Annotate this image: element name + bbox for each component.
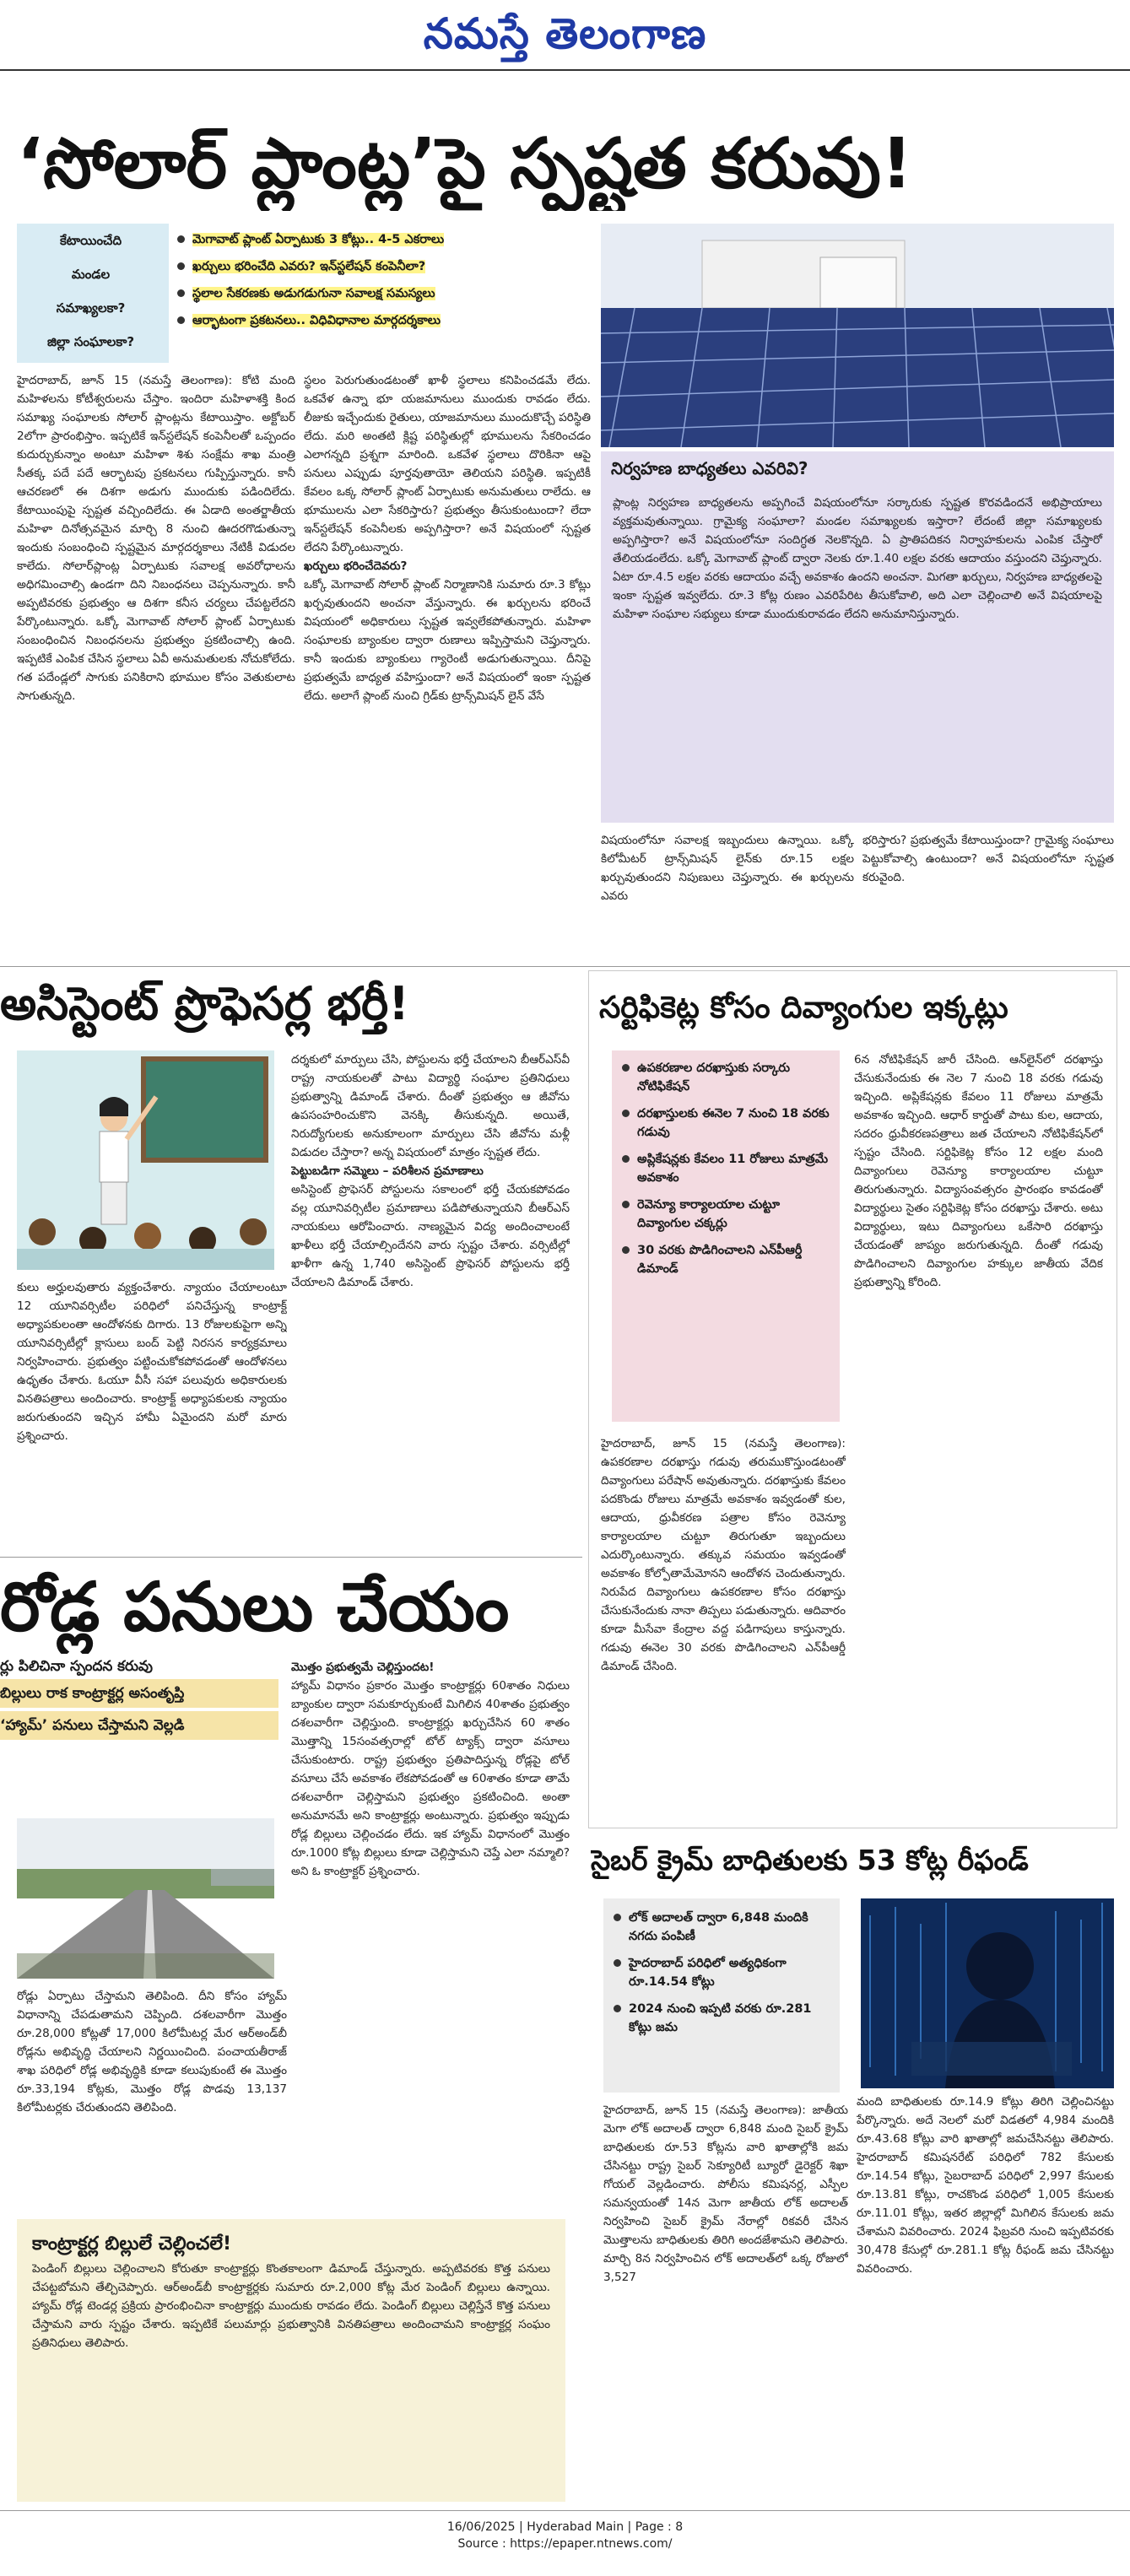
assistant-col2-text: దర్శకులో మార్పులు చేసి, పోస్టులను భర్తీ చేయాలని బీఆర్ఎస్‌వీ రాష్ట్ర నాయకులతో పాటు విద్యార్థి సంఘాల ప్రతినిధులు ప్రభుత్వాన్ని డిమాండ్ చేశారు. దీంతో ప్రభుత్వం ఆ జీవోను ఉపసంహరించుకొని వెనక్కి తీసుకున్నది. అయితే, నిరుద్యోగులకు అనుకూలంగా మార్పులు చేసి జీవోను మళ్లీ విడుదల చేస్తారా? అన్న విషయంలో మాత్రం స్పష్టత లేదు.	[291, 1053, 570, 1159]
solar-col1-text: హైదరాబాద్, జూన్ 15 (నమస్తే తెలంగాణ): కోటి మంది మహిళలను కోటీశ్వరులను చేస్తాం. ఇందిరా మహిళాశక్తి కింద సమాఖ్య సంఘాలకు సోలార్ ప్లాంట్లను కేటాయిస్తాం. అక్టోబర్ 2లోగా ప్రారంభిస్తాం. ఇప్పటికే ఇన్‌స్టలేషన్ కంపెనీలతో ఒప్పందం కుదుర్చుకున్నాం అంటూ మహిళా శిశు సంక్షేమ శాఖ మంత్రి సీతక్క పదే పదే ఆర్భాటపు ప్రకటనలు గుప్పిస్తున్నారు. కానీ ఆచరణలో ఈ దిశగా అడుగు ముందుకు పడిందిలేదు. కేటాయింపుపై స్పష్టత వచ్చిందిలేదు. ఈ ఏడాది అంతర్జాతీయ మహిళా దినోత్సవమైన మార్చి 8 నుంచి ఊదరగొడుతున్నా ఇందుకు సంబంధించి స్పష్టమైన మార్గదర్శకాలు నేటికీ విడుదల కాలేదు. సోలార్‌ప్లాంట్ల ఏర్పాటుకు సవాలక్ష అవరోధాలను అధిగమించాల్సి ఉండగా దిని నిబంధనలు చెప్పనున్నారు. కానీ అప్పటివరకు ప్రభుత్వం ఆ దిశగా కనీస చర్యలు చేపట్టలేదని పేర్కొంటున్నారు. ఒక్కో మెగావాట్ సోలార్ ప్లాంట్ ఏర్పాటుకు సంబంధించిన నిబంధనలను ప్రభుత్వం ప్రకటించాల్సి ఉంది. ఇప్పటికే ఎంపిక చేసిన స్థలాలు ఏవీ అనుమతులకు నోచుకోలేదు. గత పదేండ్లలో సాగుకు పనికిరాని భూముల కోసం వెతుకులాట సాగుతున్నది.	[17, 374, 295, 703]
divyang-column-2	[854, 1050, 1103, 1818]
cyber-bullet: లోక్ అదాలత్ ద్వారా 6,848 మందికి నగదు పంపిణీ	[610, 1909, 833, 1946]
solar-questions-box	[17, 224, 591, 363]
solar-column-4	[862, 831, 1114, 958]
cyber-column-1	[603, 2101, 848, 2506]
solar-bullet: ఆర్భాటంగా ప్రకటనలు.. విధివిధానాల మార్గదర్శకాలు	[174, 311, 586, 330]
contractors-box-text: పెండింగ్ బిల్లులు చెల్లించాలని కోరుతూ కాంట్రాక్టర్లు కొంతకాలంగా డిమాండ్ చేస్తున్నారు. అప్పటివరకు కొత్త పనులు చేపట్టబోమని తేల్చిచెప్పారు. ఆర్‌అండ్‌బీ కాంట్రాక్టర్లకు సుమారు రూ.2,000 కోట్ల మేర పెండింగ్ బిల్లులు ఉన్నాయి. హ్యామ్ రోడ్ల టెండర్ల ప్రక్రియ ప్రారంభించినా కాంట్రాక్టర్లు ముందుకు రావడం లేదు. పెండింగ్ బిల్లులు చెల్లిస్తేనే కొత్త పనులు చేస్తామని వారు స్పష్టం చేశారు. ఇప్పటికే పలుమార్లు ప్రభుత్వానికి వినతిపత్రాలు అందించామని కాంట్రాక్టర్ల సంఘం ప్రతినిధులు తెలిపారు.	[32, 2262, 550, 2350]
section-divider	[0, 966, 1130, 967]
cyber-column-2	[857, 2093, 1114, 2506]
divyang-bullet: రెవెన్యూ కార్యాలయాల చుట్టూ దివ్యాంగుల చక్కర్లు	[619, 1196, 833, 1233]
solar-maintenance-text: ప్లాంట్ల నిర్వహణ బాధ్యతలను అప్పగించే విషయంలోనూ సర్కారుకు స్పష్టత కొరవడిందనే అభిప్రాయాలు వ్యక్తమవుతున్నాయి. గ్రామైక్య సంఘాలా? మండల సమాఖ్యలకు ఇస్తారా? లేదంటే జిల్లా సమాఖ్యలకు అప్పగిస్తారా? అనే విషయంలోనూ సందిగ్ధత నెలకొన్నది. ఏ ప్రాతిపదికన నిర్వాహకులను ఎంపిక చేస్తారో తేలియడంలేదు. ఒక్కో మెగావాట్ ప్లాంట్ ద్వారా నెలకు రూ.1.40 లక్షల వరకు ఆదాయం వస్తుందని చెప్తున్నారు. ఏటా రూ.4.5 లక్షల వరకు ఆదాయం వచ్చే అవకాశం ఉందని అంచనా. మిగతా ఖర్చులు, నిర్వహణ బాధ్యతలపై ఇంకా స్పష్టత ఇవ్వలేదు. రూ.3 కోట్ల రుణం ఎవరిపేరిట తీసుకోవాలి, అది ఎలా చెల్లించాలి అనే విషయాలపై మహిళా సంఘాల సభ్యులు కూడా ముందుకురావడం లేదని అనుమానిస్తున్నారు.	[613, 496, 1102, 621]
assistant-column-2	[291, 1050, 570, 1553]
section-divider	[0, 1557, 582, 1558]
solar-bullet: మెగావాట్ ప్లాంట్ ఏర్పాటుకు 3 కోట్లు.. 4-5 ఎకరాలు	[174, 230, 586, 249]
solar-photo-caption: నిర్వహణ బాధ్యతలు ఎవరివి?	[601, 451, 1114, 485]
divyang-bullet: 30 వరకు పొడిగించాలని ఎన్‌పీఆర్డీ డిమాండ్	[619, 1241, 833, 1278]
solar-col2-subhead: ఖర్చులు భరించేదెవరు?	[304, 559, 408, 573]
roads-column-1	[17, 1987, 287, 2215]
cyber-hacker-photo	[861, 1898, 1114, 2088]
divyang-headline: సర్టిఫికెట్ల కోసం దివ్యాంగుల ఇక్కట్లు	[599, 991, 1008, 1025]
solar-panels-photo	[601, 224, 1114, 447]
cyber-bullet: 2024 నుంచి ఇప్పటి వరకు రూ.281 కోట్లు జమ	[610, 2000, 833, 2037]
footer-source-link[interactable]: Source : https://epaper.ntnews.com/	[457, 2537, 673, 2551]
cyber-headline: సైబర్ క్రైమ్ బాధితులకు 53 కోట్ల రీఫండ్	[591, 1844, 1029, 1877]
assistant-col2-text-b: అసిస్టెంట్ ప్రొఫెసర్ పోస్టులను సకాలంలో భర్తీ చేయకపోవడం వల్ల యూనివర్సిటీల ప్రమాణాలు పడిపోతున్నాయని బీఆర్ఎస్ నాయకులు ఆరోపించారు. నాణ్యమైన విద్య అందించాలంటే ఖాళీలు భర్తీ చేయాల్సిందేనని వారు స్పష్టం చేశారు. వర్సిటీల్లో ఖాళీగా ఉన్న 1,740 అసిస్టెంట్ ప్రొఫెసర్ పోస్టులను భర్తీ చేయాలని డిమాండ్ చేశారు.	[291, 1183, 570, 1289]
highway-photo	[17, 1818, 274, 1979]
roads-deck	[0, 1654, 278, 1747]
solar-col2-text-b: ఒక్కో మెగావాట్ సోలార్ ప్లాంట్ నిర్మాణానికి సుమారు రూ.3 కోట్లు ఖర్చవుతుందని అంచనా వేస్తున్నారు. ఈ ఖర్చులను భరించే విషయంలో అధికారులు స్పష్టత ఇవ్వలేకపోతున్నారు. మహిళా సంఘాలకు బ్యాంకుల ద్వారా రుణాలు ఇప్పిస్తామని చెప్తున్నారు. కానీ ఇందుకు బ్యాంకులు గ్యారెంటీ అడుగుతున్నాయి. దీనిపై ప్రభుత్వమే బాధ్యత వహిస్తుందా? అనే విషయంలో ఇంకా స్పష్టత లేదు. అలాగే ప్లాంట్ నుంచి గ్రిడ్‌కు ట్రాన్స్‌మిషన్ లైన్ వేసే	[304, 578, 591, 703]
roads-col2-text: హ్యామ్ విధానం ప్రకారం మొత్తం కాంట్రాక్టర్లు 60శాతం నిధులు బ్యాంకుల ద్వారా సమకూర్చుకుంటే మిగిలిన 40శాతం ప్రభుత్వం దశలవారీగా చెల్లిస్తుంది. కాంట్రాక్టర్లు ఖర్చుచేసిన 60 శాతం మొత్తాన్ని 15సంవత్సరాల్లో టోల్ ట్యాక్స్ ద్వారా వసూలు చేసుకుంటారు. రాష్ట్ర ప్రభుత్వం ప్రతిపాదిస్తున్న రోడ్లపై టోల్ వసూలు చేసే అవకాశం లేకపోవడంతో ఆ 60శాతం కూడా తామే దశలవారీగా చెల్లిస్తామని ప్రభుత్వం ప్రకటించింది. అంతా అనుమానమే అని కాంట్రాక్టర్లు అంటున్నారు. ప్రభుత్వం ఇప్పుడు రోడ్ల బిల్లులు చెల్లించడం లేదు. ఇక హ్యామ్ విధానంలో మొత్తం రూ.1000 కోట్ల బిల్లులు కూడా చెల్లిస్తామని చెప్తే ఎలా నమ్మాలి? అని ఓ కాంట్రాక్టర్ ప్రశ్నించారు.	[291, 1679, 570, 1878]
masthead-logo: నమస్తే తెలంగాణ	[423, 8, 707, 58]
roads-column-2	[291, 1658, 570, 2206]
solar-column-2	[304, 371, 591, 962]
divyang-bullets-box	[612, 1050, 840, 1422]
roads-headline: రోడ్ల పనులు చేయం	[0, 1568, 510, 1646]
footer-page-info: 16/06/2025 | Hyderabad Main | Page : 8	[446, 2520, 684, 2534]
roads-col2-subhead: మొత్తం ప్రభుత్వమే చెల్లిస్తుందట!	[291, 1661, 435, 1674]
solar-column-3	[601, 831, 854, 958]
divyang-bullet: ఉపకరణాల దరఖాస్తుకు సర్కారు నోటిఫికేషన్	[619, 1059, 833, 1096]
divyang-bullet: దరఖాస్తులకు ఈనెల 7 నుంచి 18 వరకు గడువు	[619, 1104, 833, 1142]
assistant-col1-text: కులు అర్హులవుతారు వ్యక్తంచేశారు. న్యాయం చేయాలంటూ 12 యూనివర్సిటీల పరిధిలో పనిచేస్తున్న కాంట్రాక్ట్ అధ్యాపకులంతా ఆందోళనకు దిగారు. 13 రోజులకుపైగా అన్ని యూనివర్సిటీల్లో క్లాసులు బంద్ పెట్టి నిరసన కార్యక్రమాలు నిర్వహించారు. ప్రభుత్వం పట్టించుకోకపోవడంతో ఆందోళనలు ఉధృతం చేశారు. ఓయూ వీసీ సహా పలువురు అధికారులకు వినతిపత్రాలు అందించారు. కాంట్రాక్ట్ అధ్యాపకులకు న్యాయం జరుగుతుందని ఇచ్చిన హామీ ఏమైందని మరో మారు ప్రశ్నించారు.	[17, 1281, 287, 1443]
footer-rule	[0, 2510, 1130, 2511]
solar-maintenance-box	[601, 485, 1114, 823]
assistant-subhead: పెట్టుబడిగా సమ్మెలు – పరిశీలన ప్రమాణాలు	[291, 1164, 484, 1178]
roads-deck-line: ర్లు పిలిచినా స్పందన కరువు	[0, 1658, 153, 1675]
solar-q-label: సమాఖ్యలకా?	[56, 300, 126, 316]
solar-bullet: స్థలాల సేకరణకు అడుగడుగునా సవాలక్ష సమస్యలు	[174, 284, 586, 303]
solar-col3-text: విషయంలోనూ సవాలక్ష ఇబ్బందులు ఉన్నాయి. ఒక్కో కిలోమీటర్ ట్రాన్స్‌మిషన్ లైన్‌కు రూ.15 లక్షల ఖర్చువుతుందని నిపుణులు చెప్తున్నారు. ఈ ఖర్చులను ఎవరు	[601, 834, 854, 903]
solar-q-label: కేటాయించేది	[59, 233, 122, 248]
solar-column-1	[17, 371, 295, 962]
divyang-column-1	[601, 1434, 846, 1818]
roads-deck-line: ‘హ్యామ్’ పనులు చేస్తామని వెల్లడి	[0, 1711, 278, 1740]
solar-bullets-panel	[169, 224, 591, 363]
cyber-col2-text: మంది బాధితులకు రూ.14.9 కోట్లు తిరిగి చెల్లించినట్టు పేర్కొన్నారు. అదే నెలలో మరో విడతలో 4,984 మందికి రూ.43.68 కోట్లు వారి ఖాతాల్లో జమచేసినట్టు తెలిపారు. హైదరాబాద్ కమిషనరేట్ పరిధిలో 782 కేసులకు రూ.14.54 కోట్లు, సైబరాబాద్ పరిధిలో 2,997 కేసులకు రూ.13.81 కోట్లు, రాచకొండ పరిధిలో 1,005 కేసులకు రూ.11.01 కోట్లు, ఇతర జిల్లాల్లో మిగిలిన కేసులకు జమ చేశామని వివరించారు. 2024 ఫిబ్రవరి నుంచి ఇప్పటివరకు 30,478 కేసుల్లో రూ.281.1 కోట్ల రీఫండ్ జమ చేసినట్టు వివరించారు.	[857, 2095, 1114, 2276]
cyber-bullets-box	[603, 1898, 840, 2093]
solar-q-label: మండల	[71, 267, 111, 282]
solar-col4-text: భరిస్తారు? ప్రభుత్వమే కేటాయిస్తుందా? గ్రామైక్య సంఘాలు పెట్టుకోవాల్సి ఉంటుందా? అనే విషయంలోనూ స్పష్టత కరువైంది.	[862, 834, 1114, 884]
contractors-box	[17, 2219, 565, 2502]
solar-question-labels	[17, 224, 165, 363]
cyber-col1-text: హైదరాబాద్, జూన్ 15 (నమస్తే తెలంగాణ): జాతీయ మెగా లోక్ అదాలత్ ద్వారా 6,848 మంది సైబర్ క్రైమ్ బాధితులకు రూ.53 కోట్లను వారి ఖాతాల్లోకి జమ చేసినట్టు రాష్ట్ర సైబర్ సెక్యూరిటీ బ్యూరో డైరెక్టర్ శిఖా గోయల్ వెల్లడించారు. పోలీసు కమిషనర్ల, ఎస్పీల సమన్వయంతో 14న మెగా జాతీయ లోక్ అదాలత్ నిర్వహించి సైబర్ క్రైమ్ నేరాల్లో రికవరీ చేసిన మొత్తాలను బాధితులకు తిరిగి అందజేశామని తెలిపారు. మార్చి 8న నిర్వహించిన లోక్ అదాలత్‌లో ఒక్క రోజులో 3,527	[603, 2103, 848, 2284]
solar-headline: ‘సోలార్ ప్లాంట్ల’పై స్పష్టత కరువు!	[17, 124, 913, 204]
footer	[0, 2519, 1130, 2552]
roads-col1-text: రోడ్లు ఏర్పాటు చేస్తామని తెలిపింది. దీని కోసం హ్యామ్ విధానాన్ని చేపడుతామని చెప్పింది. దశలవారీగా మొత్తం రూ.28,000 కోట్లతో 17,000 కిలోమీటర్ల మేర ఆర్‌అండ్‌బీ రోడ్లను అభివృద్ధి చేయాలని నిర్ణయించింది. పంచాయతీరాజ్ శాఖ పరిధిలో రోడ్ల అభివృద్ధికి కూడా కలుపుకుంటే ఈ మొత్తం రూ.33,194 కోట్లకు, మొత్తం రోడ్ల పొడవు 13,137 కిలోమీటర్లకు చేరుతుందని తెలిపింది.	[17, 1990, 287, 2114]
cyber-bullet: హైదరాబాద్ పరిధిలో అత్యధికంగా రూ.14.54 కోట్లు	[610, 1954, 833, 1991]
divyang-col2-text: 6న నోటిఫికేషన్ జారీ చేసింది. ఆన్‌లైన్‌లో దరఖాస్తు చేసుకునేందుకు ఈ నెల 7 నుంచి 18 వరకు గడువు ఇచ్చింది. అప్లికేషన్లకు కేవలం 11 రోజులు మాత్రమే అవకాశం ఇచ్చింది. ఆధార్ కార్డుతో పాటు కుల, ఆదాయ, సదరం ధ్రువీకరణపత్రాలు జత చేయాలని నోటిఫికేషన్‌లో స్పష్టం చేసింది. సర్టిఫికెట్ల కోసం 12 లక్షల మంది దివ్యాంగులు రెవెన్యూ కార్యాలయాల చుట్టూ తిరుగుతున్నారు. విద్యాసంవత్సరం ప్రారంభం కావడంతో విద్యార్థులు సైతం సర్టిఫికెట్ల కోసం దరఖాస్తు చేశారు. అటు విద్యార్థులు, ఇటు దివ్యాంగులు ఒకేసారి దరఖాస్తు చేయడంతో జాప్యం జరుగుతున్నది. దీంతో గడువు పొడిగించాలని దివ్యాంగుల హక్కుల జాతీయ వేదిక ప్రభుత్వాన్ని కోరింది.	[854, 1053, 1103, 1289]
contractors-box-heading: కాంట్రాక్టర్ల బిల్లులే చెల్లించలే!	[32, 2233, 231, 2255]
masthead-rule	[0, 69, 1130, 71]
roads-deck-line: బిల్లులు రాక కాంట్రాక్టర్ల అసంతృప్తి	[0, 1679, 278, 1708]
solar-col2-text: స్థలం పెరుగుతుండటంతో ఖాళీ స్థలాలు కనిపించడమే లేదు. ఒకవేళ ఉన్నా భూ యజమానులు ముందుకు రావడం లేదు. లీజుకు ఇచ్చేందుకు రైతులు, యాజమానులు ముందుకొచ్చే పరిస్థితి లేదు. మరి అంతటి క్లిష్ట పరిస్థితుల్లో భూములను సేకరించడం ఎలాగన్నది ప్రశ్నగా మారింది. ఒకవేళ స్థలాలు దొరికినా ఆపై పనులు ఎప్పుడు పూర్తవుతాయో తెలియని పరిస్థితి. ఇప్పటికీ కేవలం ఒక్క సోలార్ ప్లాంట్ ఏర్పాటుకు అనుమతులు రాలేదు. ఆ భూములను ఎలా సేకరిస్తారు? ప్రభుత్వం తీసుకుంటుందా? లేదా ఇన్‌స్టలేషన్ కంపెనీలకు అప్పగిస్తారా? అనే విషయంలో స్పష్టత లేదని పేర్కొంటున్నారు.	[304, 374, 591, 554]
solar-bullet: ఖర్చులు భరించేది ఎవరు? ఇన్‌స్టలేషన్ కంపెనీలా?	[174, 257, 586, 276]
assistant-headline: అసిస్టెంట్ ప్రొఫెసర్ల భర్తీ!	[0, 977, 409, 1030]
masthead	[0, 0, 1130, 68]
solar-q-label: జిల్లా సంఘాలకా?	[46, 334, 135, 349]
classroom-illustration	[17, 1050, 274, 1270]
divyang-col1-text: హైదరాబాద్, జూన్ 15 (నమస్తే తెలంగాణ): ఉపకరణాల దరఖాస్తు గడువు తరుముకొస్తుండటంతో దివ్యాంగులు పరేషాన్ అవుతున్నారు. దరఖాస్తుకు కేవలం పదకొండు రోజులు మాత్రమే అవకాశం ఇవ్వడంతో కుల, ఆదాయ, ధ్రువీకరణ పత్రాల కోసం రెవెన్యూ కార్యాలయాల చుట్టూ తిరుగుతూ ఇబ్బందులు ఎదుర్కొంటున్నారు. తక్కువ సమయం ఇవ్వడంతో అవకాశం కోల్పోతామేమోనని ఆందోళన చెందుతున్నారు. నిరుపేద దివ్యాంగులు ఉపకరణాల కోసం దరఖాస్తు చేసుకునేందుకు నానా తిప్పలు పడుతున్నారు. ఆదివారం కూడా మీసేవా కేంద్రాల వద్ద పడిగాపులు కాస్తున్నారు. గడువు ఈనెల 30 వరకు పొడిగించాలని ఎన్‌పీఆర్డీ డిమాండ్ చేసింది.	[601, 1437, 846, 1673]
assistant-column-1	[17, 1278, 287, 1553]
divyang-bullet: అప్లికేషన్లకు కేవలం 11 రోజులు మాత్రమే అవకాశం	[619, 1150, 833, 1187]
